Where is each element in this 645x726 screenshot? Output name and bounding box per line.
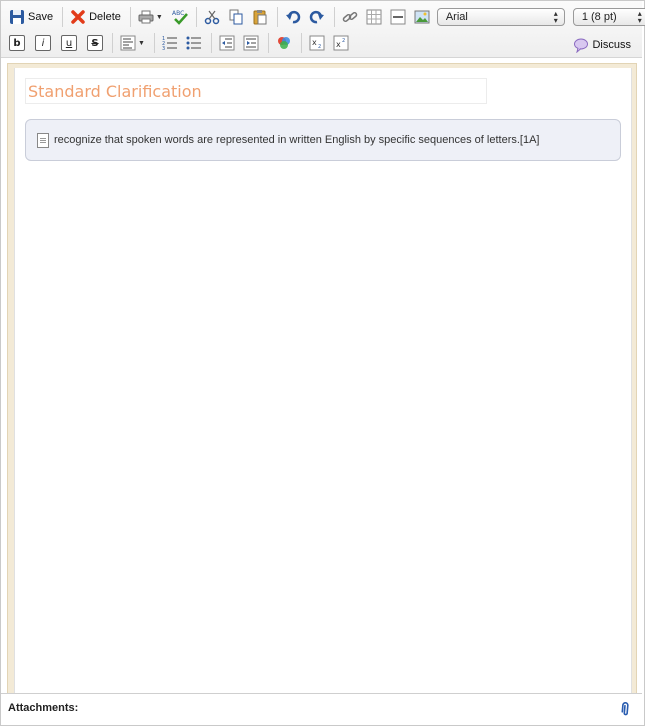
toolbar-separator <box>196 7 197 27</box>
document-icon <box>37 133 49 148</box>
toolbar-separator <box>211 33 212 53</box>
spellcheck-icon <box>171 9 187 25</box>
svg-text:2: 2 <box>341 38 346 44</box>
font-size-select[interactable] <box>573 8 645 26</box>
toolbar-separator <box>301 33 302 53</box>
floppy-disk-icon <box>9 9 25 25</box>
toolbar-row-2 <box>1 30 642 56</box>
bullet-list-icon <box>186 35 202 51</box>
copy-button[interactable] <box>225 6 247 28</box>
svg-text:2: 2 <box>317 44 322 50</box>
undo-icon <box>285 9 301 25</box>
unordered-list-button[interactable] <box>183 32 205 54</box>
toolbar-separator <box>62 7 63 27</box>
delete-label: Delete <box>89 11 121 23</box>
save-button[interactable] <box>6 6 56 28</box>
toolbar-separator <box>268 33 269 53</box>
numbered-list-icon <box>162 35 178 51</box>
delete-button[interactable] <box>67 6 124 28</box>
font-family-select[interactable] <box>437 8 565 26</box>
outdent-icon <box>219 35 235 51</box>
toolbar-separator <box>112 33 113 53</box>
attachments-bar <box>1 693 642 724</box>
svg-text:x: x <box>335 40 341 49</box>
indent-button[interactable] <box>240 32 262 54</box>
horizontal-rule-button[interactable] <box>387 6 409 28</box>
svg-text:3: 3 <box>161 46 166 51</box>
font-size-value: 1 (8 pt) <box>581 11 617 23</box>
image-icon <box>414 9 430 25</box>
paperclip-icon[interactable] <box>613 697 638 723</box>
svg-text:x: x <box>311 38 317 47</box>
superscript-button[interactable] <box>330 32 352 54</box>
strikethrough-button[interactable]: S <box>87 35 103 51</box>
select-arrows-icon: ▴ ▾ <box>637 9 642 25</box>
spellcheck-button[interactable] <box>168 6 190 28</box>
table-button[interactable] <box>363 6 385 28</box>
print-button[interactable] <box>135 6 166 28</box>
redo-icon <box>309 9 325 25</box>
toolbar-separator <box>277 7 278 27</box>
link-icon <box>342 9 358 25</box>
color-button[interactable] <box>273 32 295 54</box>
color-palette-icon <box>276 35 292 51</box>
speech-bubble-icon <box>573 37 589 53</box>
cut-button[interactable] <box>201 6 223 28</box>
indent-icon <box>243 35 259 51</box>
document-title: Standard Clarification <box>28 82 202 101</box>
toolbar-separator <box>130 7 131 27</box>
title-field[interactable] <box>25 78 487 104</box>
image-button[interactable] <box>411 6 433 28</box>
subscript-icon <box>309 35 325 51</box>
discuss-button[interactable] <box>570 34 634 56</box>
chevron-down-icon: ▼ <box>155 13 163 21</box>
copy-icon <box>228 9 244 25</box>
svg-text:1: 1 <box>161 36 166 42</box>
link-button[interactable] <box>339 6 361 28</box>
select-arrows-icon: ▴ ▾ <box>553 9 558 25</box>
standard-box[interactable] <box>25 119 621 161</box>
italic-button[interactable]: i <box>35 35 51 51</box>
editor-page[interactable] <box>14 68 632 694</box>
scissors-icon <box>204 9 220 25</box>
horizontal-rule-icon <box>390 9 406 25</box>
paste-button[interactable] <box>249 6 271 28</box>
toolbar-row-1 <box>1 4 645 30</box>
svg-text:2: 2 <box>161 41 166 47</box>
underline-button[interactable]: u <box>61 35 77 51</box>
ordered-list-button[interactable] <box>159 32 181 54</box>
save-label: Save <box>28 11 54 23</box>
toolbar-separator <box>154 33 155 53</box>
outdent-button[interactable] <box>216 32 238 54</box>
toolbar <box>1 1 642 58</box>
spellcheck-text: ABC <box>171 10 185 17</box>
align-left-icon <box>120 35 136 51</box>
redo-button[interactable] <box>306 6 328 28</box>
discuss-label: Discuss <box>592 39 631 51</box>
font-family-value: Arial <box>445 11 468 23</box>
align-button[interactable] <box>117 32 148 54</box>
standard-text: recognize that spoken words are represented in written English by specific sequences of letters.[1A] <box>54 134 540 146</box>
superscript-icon <box>333 35 349 51</box>
attachments-label: Attachments: <box>8 702 79 714</box>
subscript-button[interactable] <box>306 32 328 54</box>
bold-button[interactable]: b <box>9 35 25 51</box>
delete-x-icon <box>70 9 86 25</box>
chevron-down-icon: ▼ <box>138 39 145 47</box>
undo-button[interactable] <box>282 6 304 28</box>
editor-area <box>7 63 637 695</box>
printer-icon <box>138 9 154 25</box>
table-icon <box>366 9 382 25</box>
clipboard-icon <box>252 9 268 25</box>
toolbar-separator <box>334 7 335 27</box>
